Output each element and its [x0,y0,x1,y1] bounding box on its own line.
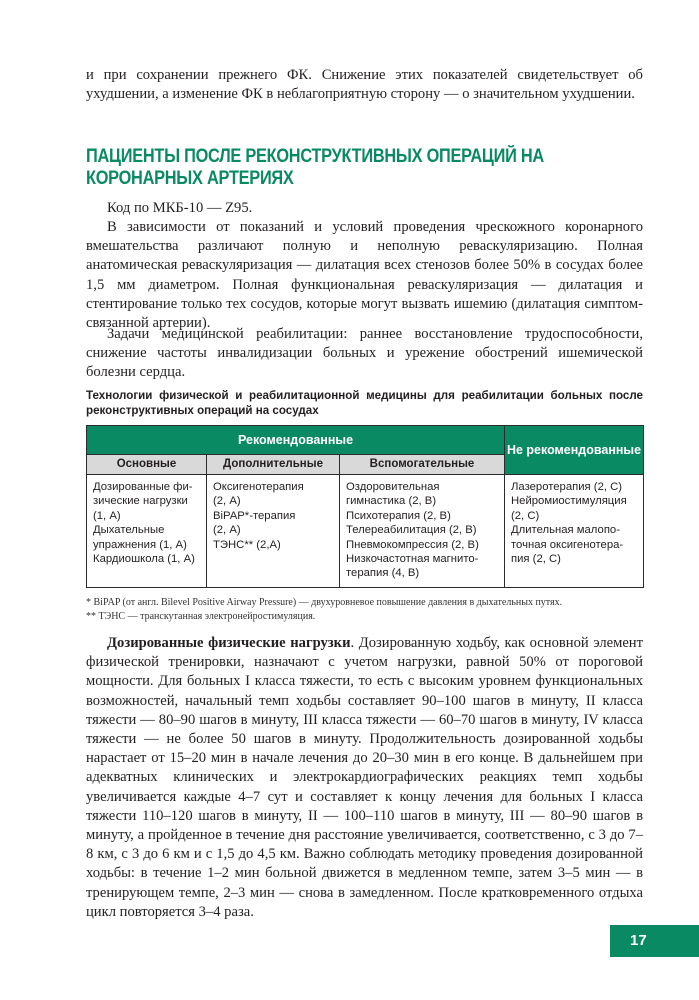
header-main: Основные [87,455,207,475]
cell-line: Дыхательные [93,524,165,537]
footnote-bipap: * BiPAP (от англ. Bilevel Positive Airway Pressure) — двухуровневое повышение давления в дыхательных путях. [86,597,563,608]
cell-line: Кардиошкола (1, А) [93,553,195,566]
revascularization-paragraph: В зависимости от показаний и условий проведения чрескожного коронарного вмешательства различают полную и неполную реваскуляризацию. Полная анатомическая реваскуляризация — дилатация всех стенозов более 50% в сосудах более 1,5 мм диаметром. Полная функциональная реваскуляризация — дилатация и стентирование только тех сосудов, которые могут вызвать ишемию (дилатация симптом-связанной артерии). [86,219,643,332]
tasks-paragraph: Задачи медицинской реабилитации: раннее восстановление трудоспособности, снижение частоты инвалидизации больных и урежение обострений ишемической болезни сердца. [86,326,643,381]
cell-line: точная оксигенотера- [511,538,624,551]
cell-line: (2, А) [213,495,241,508]
cell-line: упражнения (1, А) [93,538,187,551]
cell-additional [207,475,340,588]
exercise-lead: Дозированные физические нагрузки [107,635,351,651]
cell-not-recommended [505,475,644,588]
cell-line: Оздоровительная [346,481,440,493]
cell-line: Телереабилитация (2, В) [346,524,477,537]
page-number: 17 [610,925,699,957]
cell-line: (2, С) [511,509,540,522]
exercise-paragraph [86,634,643,922]
cell-auxiliary [340,475,505,588]
cell-line: (2, А) [213,524,241,537]
cell-line: (1, А) [93,509,121,522]
exercise-text: . Дозированную ходьбу, как основной элемент физической тренировки, назначают с учетом нагрузки, равной 50% от пороговой мощности. Для больных I класса тяжести, то есть с высоким уровнем функциональных возможностей, начальный темп ходьбы составляет 90–100 шагов в минуту, II класса тяжести — 80–90 шагов в минуту, III класса тяжести — 60–70 шагов в минуту, IV класса тяжести — не более 50 шагов в минуту. Продолжительность дозированной ходьбы нарастает от 15–20 мин в начале лечения до 20–30 мин в его конце. В дальнейшем при адекватных клинических и электрокардиографических реакциях темп ходьбы увеличивается каждые 4–7 сут и составляет к концу лечения для больных I класса тяжести 110–120 шагов в минуту, II — 100–110 шагов в минуту, III — 80–90 шагов в минуту, а пройденное в течение дня расстояние увеличивается, соответственно, с 3 до 7–8 км, с 3 до 6 км и с 1,5 до 4,5 км. Важно соблюдать методику проведения дозированной ходьбы: в течение 1–2 мин больной движется в медленном темпе, затем 3–5 мин — в тренирующем темпе, 2–3 мин — снова в замедленном. После кратковременного отдыха цикл повторяется 3–4 раза. [86,635,643,920]
cell-line: Лазеротерапия (2, С) [511,481,623,493]
header-not-recommended: Не рекомендованные [505,426,644,475]
header-auxiliary: Вспомогательные [340,455,505,475]
cell-line: гимнастика (2, В) [346,495,437,508]
intro-paragraph: и при сохранении прежнего ФК. Снижение этих показателей свидетельствует об ухудшении, а изменение ФК в неблагоприятную сторону — о значительном ухудшении. [86,67,643,103]
rehab-technologies-table [86,425,644,588]
cell-line: ТЭНС** (2,А) [213,538,281,551]
cell-line: пия (2, С) [511,553,561,566]
header-recommended: Рекомендованные [87,426,505,455]
cell-line: BiPAP*-терапия [213,509,296,522]
cell-line: Низкочастотная магнито- [346,553,479,566]
cell-line: Дозированные фи- [93,481,193,493]
cell-line: Пневмокомпрессия (2, В) [346,538,479,551]
footnote-tens: ** ТЭНС — транскутанная электронейростимуляция. [86,610,316,622]
cell-line: Длительная малопо- [511,524,620,537]
table-footnotes [86,596,643,623]
cell-main [87,475,207,588]
section-title: ПАЦИЕНТЫ ПОСЛЕ РЕКОНСТРУКТИВНЫХ ОПЕРАЦИЙ НА КОРОНАРНЫХ АРТЕРИЯХ [86,146,544,189]
table-caption: Технологии физической и реабилитационной медицины для реабилитации больных после реконструктивных операций на сосудах [86,389,643,417]
cell-line: терапия (4, В) [346,567,420,580]
cell-line: зические нагрузки [93,495,188,508]
header-additional: Дополнительные [207,455,340,475]
mkb-code: Код по МКБ-10 — Z95. [107,200,253,216]
cell-line: Оксигенотерапия [213,481,304,493]
cell-line: Нейромиостимуляция [511,495,627,508]
cell-line: Психотерапия (2, В) [346,509,451,522]
